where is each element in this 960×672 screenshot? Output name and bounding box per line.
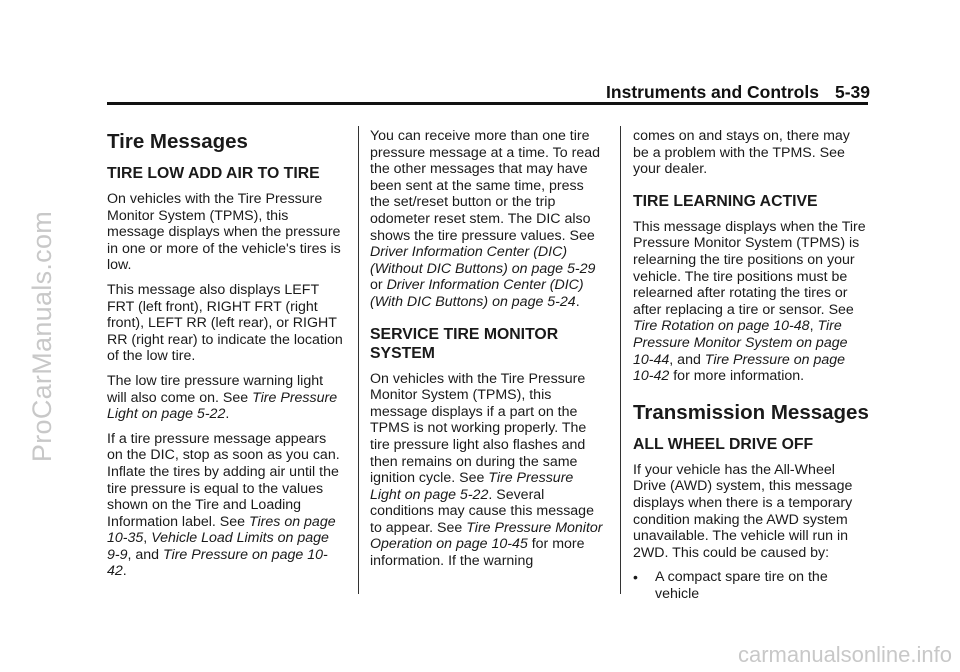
- heading-service-tire-monitor: SERVICE TIRE MONITOR SYSTEM: [370, 325, 559, 362]
- paragraph-awd: If your vehicle has the All-Wheel Drive (AWD) system, this message displays when there is a temporary condition making the AWD system unavailable. The vehicle will run in 2WD. This could be caused by:: [633, 461, 853, 561]
- paragraph-inflate-tires: If a tire pressure message appears on the DIC, stop as soon as you can. Inflate the tires by adding air until the tire pressure is equal to the values shown on the Tire and Loading Information label. See Tires on page 10-35, Vehicle Load Limits on page 9-9, and Tire Pressure on page 10-42.: [107, 430, 340, 580]
- ref-tire-pressure[interactable]: Tire Pressure on page 10-42: [107, 546, 328, 580]
- section-title: Instruments and Controls: [606, 82, 819, 102]
- paragraph-relearning: This message displays when the Tire Pressure Monitor System (TPMS) is relearning the tire positions on your vehicle. The tire positions must be relearned after rotating the tires or after replacing a tire or sensor. See Tire Rotation on page 10-48, Tire Pressure Monitor System on page 10-44, and Tire Pressure on page 10-42 for more information.: [633, 218, 866, 385]
- ref-tire-pressure-2[interactable]: Tire Pressure on page 10-42: [633, 351, 846, 385]
- ref-tire-pressure-light[interactable]: Tire Pressure Light on page 5-22: [107, 389, 338, 423]
- ref-dic-without-buttons[interactable]: Driver Information Center (DIC) (Without DIC Buttons) on page 5-29: [370, 244, 596, 277]
- ref-tire-pressure-light-2[interactable]: Tire Pressure Light on page 5-22: [370, 470, 574, 503]
- heading-tire-low-add-air: TIRE LOW ADD AIR TO TIRE: [107, 165, 320, 182]
- heading-all-wheel-drive-off: ALL WHEEL DRIVE OFF: [633, 435, 814, 453]
- heading-tire-learning-active: TIRE LEARNING ACTIVE: [633, 192, 818, 210]
- watermark-footer: carmanualsonline.info: [737, 642, 952, 667]
- ref-tires[interactable]: Tires on page 10-35: [107, 513, 336, 547]
- ref-tire-rotation[interactable]: Tire Rotation on page 10-48: [633, 318, 810, 335]
- paragraph-tire-location: This message also displays LEFT FRT (left front), RIGHT FRT (right front), LEFT RR (left rear), or RIGHT RR (right rear) to indicate the location of the low tire.: [107, 281, 343, 365]
- column-3: [633, 128, 869, 602]
- ref-vehicle-load-limits[interactable]: Vehicle Load Limits on page 9-9: [107, 530, 329, 563]
- ref-dic-with-buttons[interactable]: Driver Information Center (DIC) (With DIC Buttons) on page 5-24: [370, 277, 584, 310]
- page-number: 5-39: [834, 82, 870, 102]
- heading-transmission-messages: Transmission Messages: [633, 400, 869, 424]
- header-rule: [107, 102, 868, 105]
- ref-tpms-operation[interactable]: Tire Pressure Monitor Operation on page 10-45: [370, 519, 603, 553]
- column-divider-2: [620, 126, 621, 594]
- paragraph-multiple-messages: You can receive more than one tire pressure message at a time. To read the other messages that may have been sent at the same time, press the set/reset button or the trip odometer reset stem. The DIC also shows the tire pressure values. See Driver Information Center (DIC) (Without DIC Buttons) on page 5-29 or Driver Information Center (DIC) (With DIC Buttons) on page 5-24.: [370, 128, 601, 310]
- ref-tpms[interactable]: Tire Pressure Monitor System on page 10-44: [633, 318, 848, 368]
- list-item: [633, 569, 869, 602]
- column-1: [107, 128, 343, 588]
- paragraph-warning-light: The low tire pressure warning light will also come on. See Tire Pressure Light on page 5-22.: [107, 372, 338, 423]
- paragraph-tpms-not-working: On vehicles with the Tire Pressure Monitor System (TPMS), this message displays if a part on the TPMS is not working properly. The tire pressure light also flashes and then remains on during the same ignition cycle. See Tire Pressure Light on page 5-22. Several conditions may cause this message to appear. See Tire Pressure Monitor Operation on page 10-45 for more information. If the warning: [370, 370, 603, 570]
- paragraph-see-dealer: comes on and stays on, there may be a problem with the TPMS. See your dealer.: [633, 128, 850, 178]
- heading-tire-messages: Tire Messages: [107, 130, 248, 153]
- column-divider-1: [358, 126, 359, 594]
- bullet-icon: •: [633, 569, 638, 586]
- paragraph-tpms-low: On vehicles with the Tire Pressure Monitor System (TPMS), this message displays when the pressure in one or more of the vehicle's tires is low.: [107, 191, 341, 274]
- bullet-text: A compact spare tire on the vehicle: [655, 569, 828, 602]
- watermark-side: [8, 0, 78, 672]
- column-2: [370, 128, 606, 578]
- watermark-side-text: ProCarManuals.com: [27, 210, 58, 462]
- page-header: [560, 82, 870, 103]
